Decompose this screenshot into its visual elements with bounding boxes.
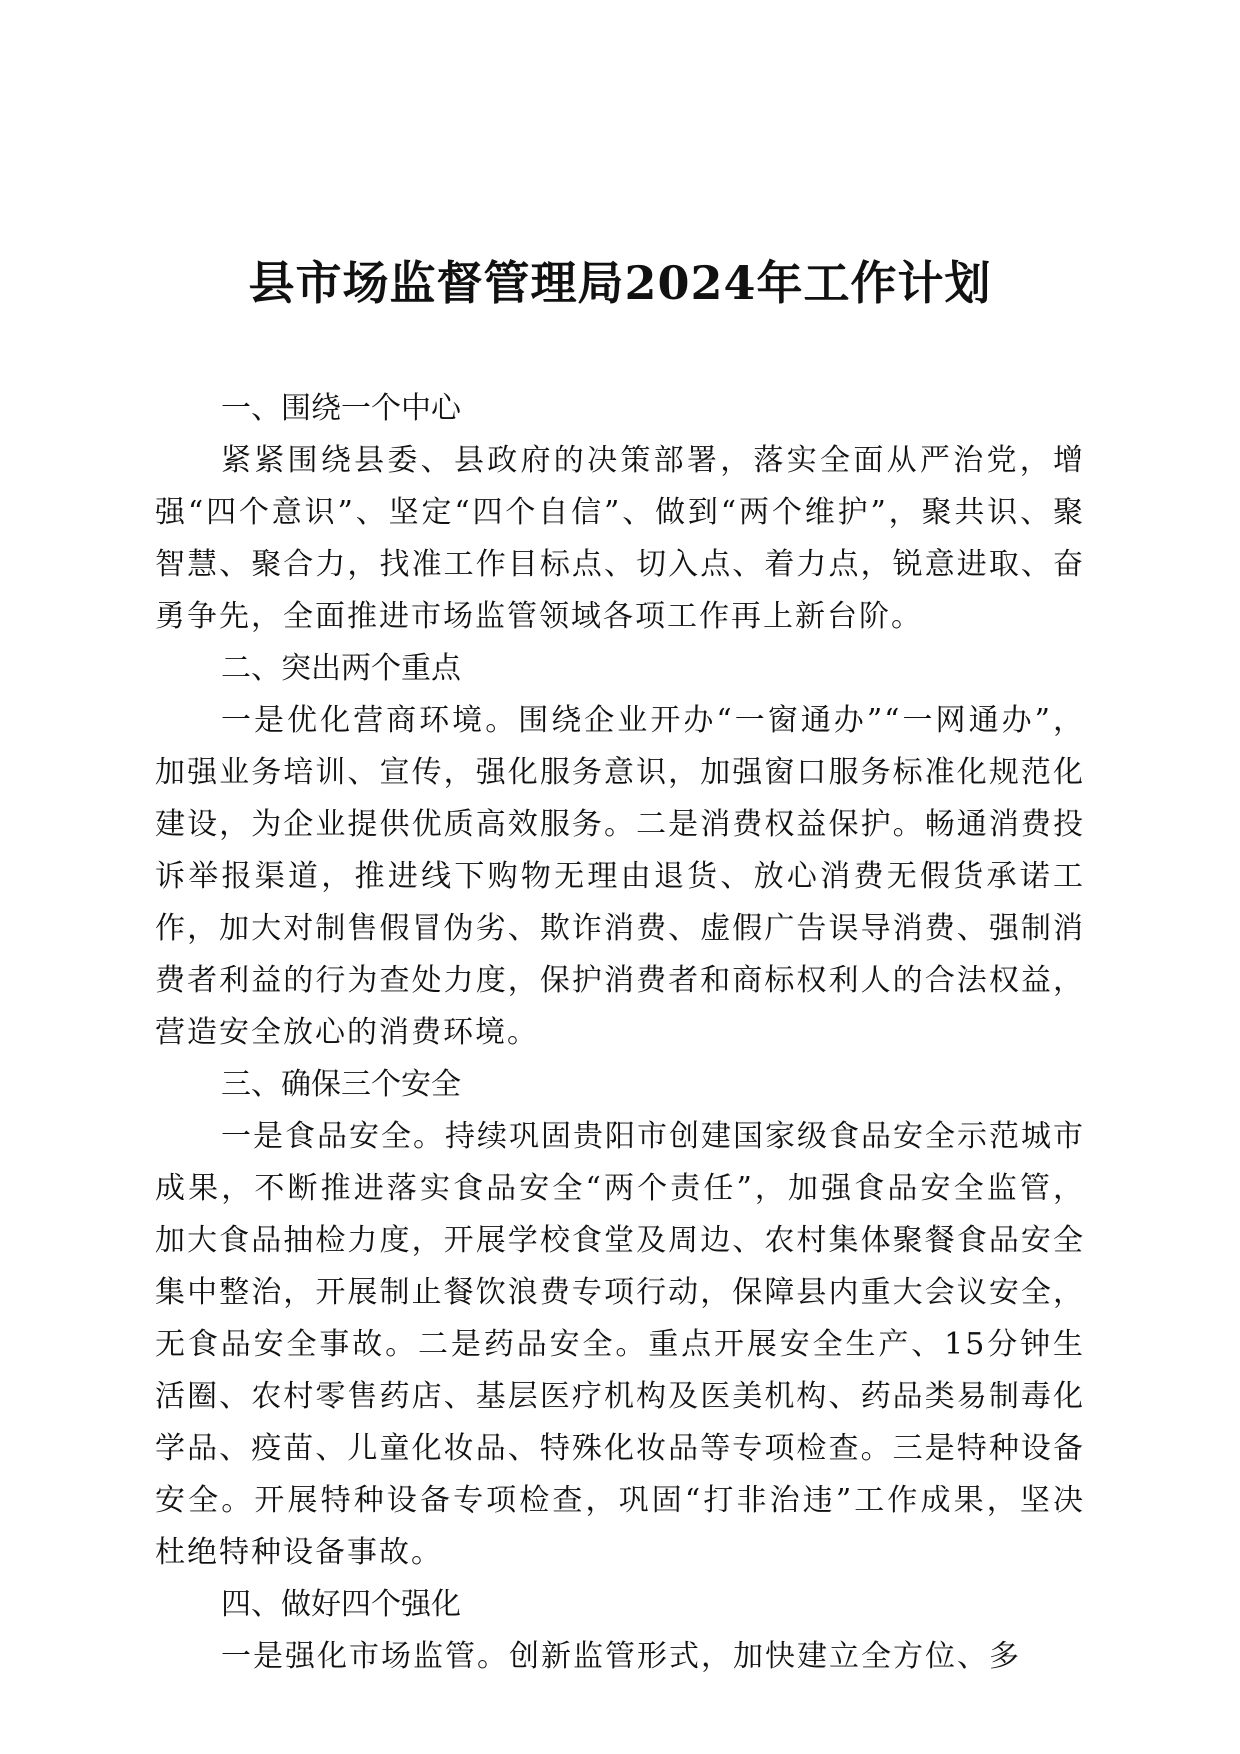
section-heading: 一、围绕一个中心	[221, 391, 461, 426]
document-body	[155, 383, 1085, 1683]
section-paragraph: 紧紧围绕县委、县政府的决策部署，落实全面从严治党，增强“四个意识”、坚定“四个自信”、做到“两个维护”，聚共识、聚智慧、聚合力，找准工作目标点、切入点、着力点，锐意进取、奋勇争先，全面推进市场监管领域各项工作再上新台阶。	[155, 443, 1085, 634]
section-3	[155, 1059, 1085, 1579]
section-heading: 三、确保三个安全	[221, 1067, 461, 1102]
document-title: 县市场监督管理局2024年工作计划	[248, 256, 992, 310]
section-heading: 二、突出两个重点	[221, 651, 461, 686]
section-paragraph: 一是强化市场监管。创新监管形式，加快建立全方位、多	[221, 1639, 1021, 1674]
section-4	[155, 1579, 1085, 1683]
section-1	[155, 383, 1085, 643]
section-paragraph: 一是优化营商环境。围绕企业开办“一窗通办”“一网通办”，加强业务培训、宣传，强化服务意识，加强窗口服务标准化规范化建设，为企业提供优质高效服务。二是消费权益保护。畅通消费投诉举报渠道，推进线下购物无理由退货、放心消费无假货承诺工作，加大对制售假冒伪劣、欺诈消费、虚假广告误导消费、强制消费者利益的行为查处力度，保护消费者和商标权利人的合法权益，营造安全放心的消费环境。	[155, 703, 1085, 1050]
section-heading: 四、做好四个强化	[221, 1587, 461, 1622]
section-2	[155, 643, 1085, 1059]
section-paragraph: 一是食品安全。持续巩固贵阳市创建国家级食品安全示范城市成果，不断推进落实食品安全“两个责任”，加强食品安全监管，加大食品抽检力度，开展学校食堂及周边、农村集体聚餐食品安全集中整治，开展制止餐饮浪费专项行动，保障县内重大会议安全，无食品安全事故。二是药品安全。重点开展安全生产、15分钟生活圈、农村零售药店、基层医疗机构及医美机构、药品类易制毒化学品、疫苗、儿童化妆品、特殊化妆品等专项检查。三是特种设备安全。开展特种设备专项检查，巩固“打非治违”工作成果，坚决杜绝特种设备事故。	[155, 1119, 1085, 1570]
